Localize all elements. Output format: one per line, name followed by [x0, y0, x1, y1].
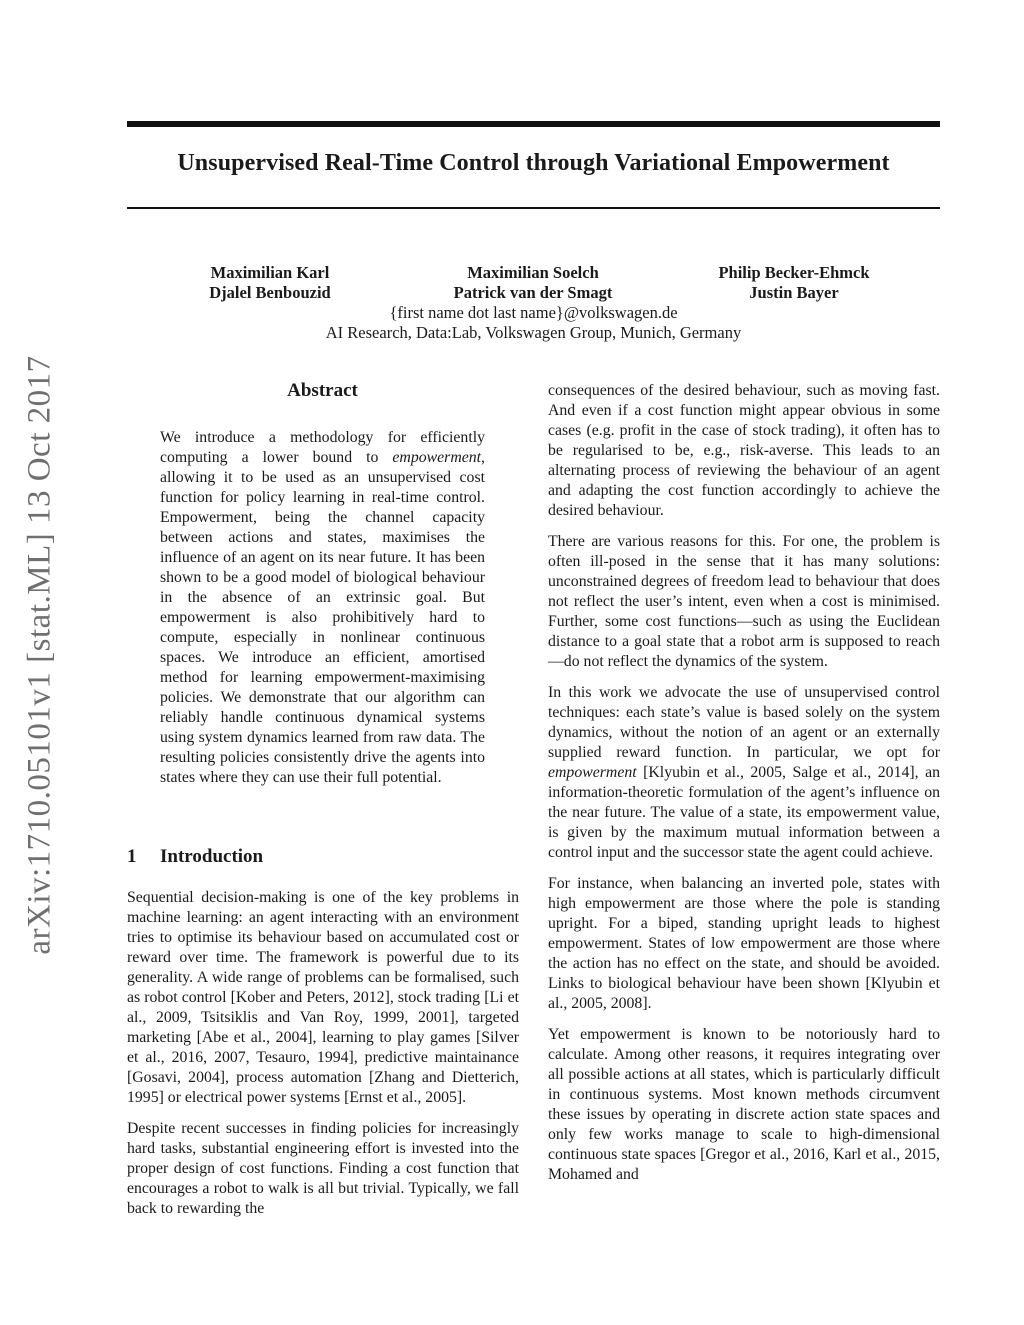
paragraph: Sequential decision-making is one of the key problems in machine learning: an agent interacting with an environment tries to optimise its behaviour based on accumulated cost or reward over time. The framework is powerful due to its generality. A wide range of problems can be formalised, such as robot control [Kober and Peters, 2012], stock trading [Li et al., 2009, Tsitsiklis and Van Roy, 1999, 2001], targeted marketing [Abe et al., 2004], learning to play games [Silver et al., 2016, 2007, Tesauro, 1994], predictive maintainance [Gosavi, 2004], process automation [Zhang and Dietterich, 1995] or electrical power systems [Ernst et al., 2005]. [127, 889, 519, 1106]
section-title: Introduction [160, 846, 264, 867]
author-name: Justin Bayer [749, 283, 839, 302]
author-name: Maximilian Soelch [467, 263, 599, 282]
author-affiliation: AI Research, Data:Lab, Volkswagen Group, Munich, Germany [325, 323, 742, 342]
paragraph-text: In this work we advocate the use of unsupervised control techniques: each state’s value is based solely on the system dynamics, without the notion of an agent or an externally supplied reward function. In particular, we opt for [548, 684, 940, 761]
paper-title: Unsupervised Real-Time Control through Variational Empowerment [177, 150, 890, 176]
author-name: Djalel Benbouzid [209, 283, 331, 302]
author-name: Philip Becker-Ehmck [718, 263, 870, 282]
paragraph: consequences of the desired behaviour, such as moving fast. And even if a cost function might appear obvious in some cases (e.g. profit in the case of stock trading), it often has to be regularised to be, e.g., risk-averse. This leads to an alternating process of reviewing the behaviour of an agent and adapting the cost function accordingly to achieve the desired behaviour. [548, 382, 940, 519]
title-top-rule [127, 121, 940, 127]
paragraph [548, 683, 940, 863]
left-column-body [127, 888, 519, 1230]
section-heading [127, 846, 263, 868]
title-bottom-rule [127, 207, 940, 209]
abstract-text: , allowing it to be used as an unsupervised cost function for policy learning in real-time control. Empowerment, being the channel capacity between actions and states, maximises the influence of an agent on its near future. It has been shown to be a good model of biological behaviour in the absence of an extrinsic goal. But empowerment is also prohibitively hard to compute, especially in nonlinear continuous spaces. We introduce an efficient, amortised method for learning empowerment-maximising policies. We demonstrate that our algorithm can reliably handle continuous dynamical systems using system dynamics learned from raw data. The resulting policies consistently drive the agents into states where they can use their full potential. [160, 449, 485, 786]
abstract-heading: Abstract [287, 380, 358, 401]
abstract-body [160, 428, 485, 788]
arxiv-identifier[interactable]: arXiv:1710.05101v1 [stat.ML] 13 Oct 2017 [21, 355, 58, 955]
paragraph: Despite recent successes in finding policies for increasingly hard tasks, substantial engineering effort is invested into the proper design of cost functions. Finding a cost function that encourages a robot to walk is all but trivial. Typically, we fall back to rewarding the [127, 1120, 519, 1217]
paragraph: There are various reasons for this. For one, the problem is often ill-posed in the sense that it has many solutions: unconstrained degrees of freedom lead to behaviour that does not reflect the user’s intent, even when a cost is minimised. Further, some cost functions—such as using the Euclidean distance to a goal state that a robot arm is supposed to reach—do not reflect the dynamics of the system. [548, 533, 940, 670]
right-column-body [548, 381, 940, 1196]
author-name: Patrick van der Smagt [453, 283, 613, 302]
paragraph-emphasis: empowerment [548, 764, 637, 781]
paragraph: Yet empowerment is known to be notoriously hard to calculate. Among other reasons, it requires integrating over all possible actions at all states, which is particularly difficult in continuous systems. Most known methods circumvent these issues by operating in discrete action state spaces and only few works manage to scale to high-dimensional continuous state spaces [Gregor et al., 2016, Karl et al., 2015, Mohamed and [548, 1026, 940, 1183]
section-number: 1 [127, 846, 137, 867]
author-email: {first name dot last name}@volkswagen.de [389, 303, 678, 322]
abstract-text: We introduce a methodology for efficiently computing a lower bound to [160, 429, 485, 466]
abstract-emphasis: empowerment [392, 449, 482, 466]
paragraph-text: [Klyubin et al., 2005, Salge et al., 2014], an information-theoretic formulation of the agent’s influence on the near future. The value of a state, its empowerment value, is given by the maximum mutual information between a control input and the successor state the agent could achieve. [548, 764, 940, 861]
paragraph: For instance, when balancing an inverted pole, states with high empowerment are those where the pole is standing upright. For a biped, standing upright leads to highest empowerment. States of low empowerment are those where the action has no effect on the state, and should be avoided. Links to biological behaviour have been shown [Klyubin et al., 2005, 2008]. [548, 875, 940, 1012]
author-name: Maximilian Karl [210, 263, 330, 282]
